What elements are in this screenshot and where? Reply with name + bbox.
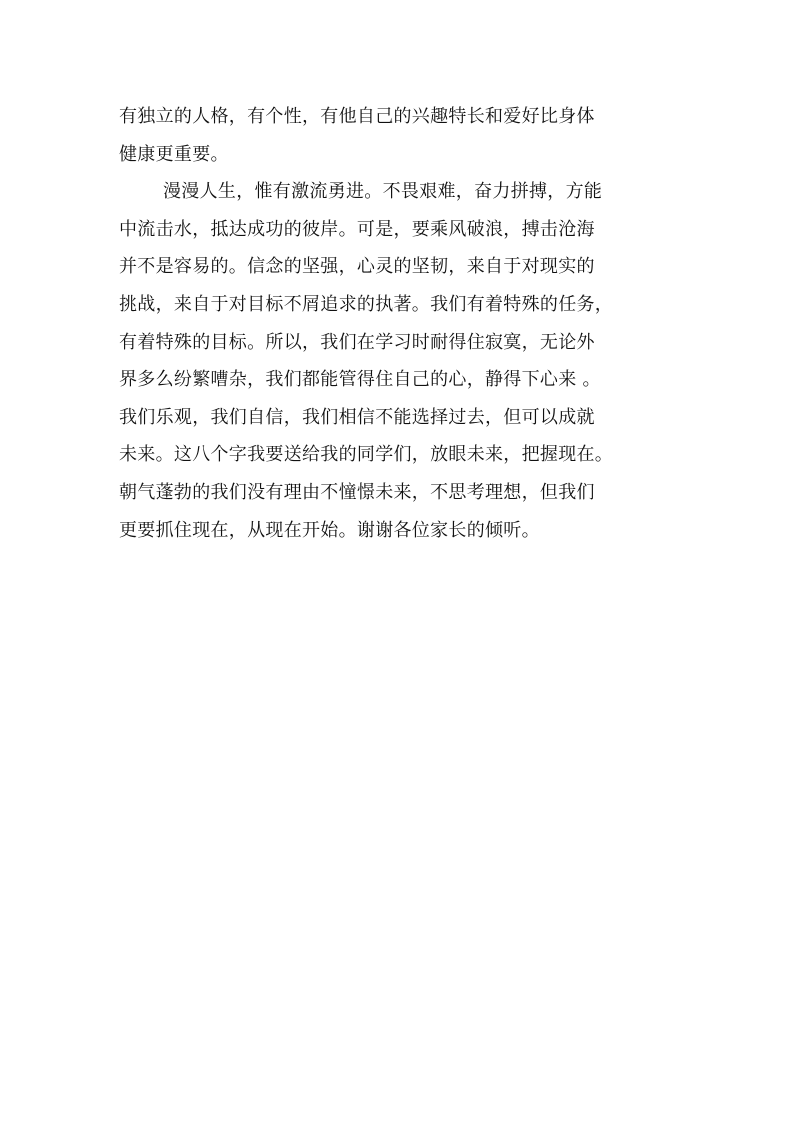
text-line: 并不是容易的。信念的坚强，心灵的坚韧，来自于对现实的 xyxy=(119,256,595,278)
paragraph-start-line: 漫漫人生，惟有激流勇进。不畏艰难，奋力拼搏，方能 xyxy=(163,181,603,203)
text-line: 界多么纷繁嘈杂，我们都能管得住自己的心，静得下心来 。 xyxy=(119,369,601,391)
text-line: 更要抓住现在，从现在开始。谢谢各位家长的倾听。 xyxy=(119,519,540,541)
text-line: 朝气蓬勃的我们没有理由不憧憬未来，不思考理想，但我们 xyxy=(119,481,595,503)
text-line: 有独立的人格，有个性，有他自己的兴趣特长和爱好比身体 xyxy=(119,106,595,127)
text-line: 我们乐观，我们自信，我们相信不能选择过去，但可以成就 xyxy=(119,406,595,428)
text-line: 未来。这八个字我要送给我的同学们，放眼未来，把握现在。 xyxy=(119,444,614,466)
text-line: 挑战，来自于对目标不屑追求的执著。我们有着特殊的任务， xyxy=(119,293,614,315)
body-text xyxy=(119,98,675,549)
text-line: 有着特殊的目标。所以，我们在学习时耐得住寂寞，无论外 xyxy=(119,331,595,353)
text-line: 中流击水，抵达成功的彼岸。可是，要乘风破浪，搏击沧海 xyxy=(119,218,595,240)
text-line: 健康更重要。 xyxy=(119,143,229,165)
